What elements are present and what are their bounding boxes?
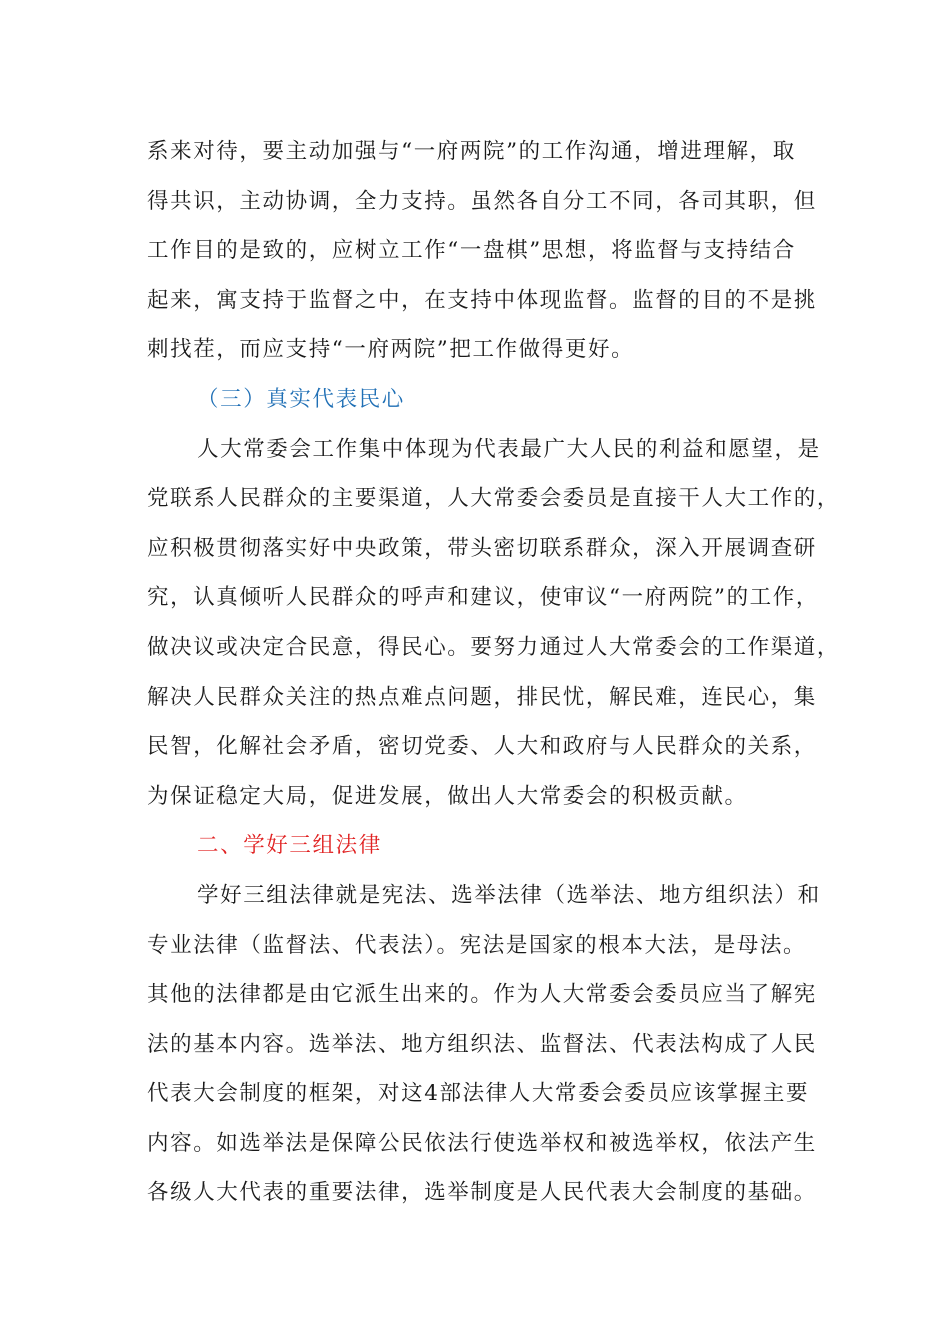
paragraph-line: 为保证稳定大局，促进发展，做出人大常委会的积极贡献。	[147, 783, 748, 809]
document-body	[147, 127, 841, 1218]
paragraph-line: 内容。如选举法是保障公民依法行使选举权和被选举权，依法产生	[147, 1130, 817, 1156]
paragraph-line: 民智，化解社会矛盾，密切党委、人大和政府与人民群众的关系，	[147, 734, 817, 760]
paragraph-line: 究，认真倾听人民群众的呼声和建议，使审议“一府两院”的工作，	[147, 585, 819, 611]
paragraph-line: 得共识，主动协调，全力支持。虽然各自分工不同，各司其职，但	[147, 188, 817, 214]
paragraph-three-laws	[147, 871, 821, 1218]
paragraph-line: 人大常委会工作集中体现为代表最广大人民的利益和愿望，是	[197, 436, 821, 462]
paragraph-line: 代表大会制度的框架，对这4部法律人大常委会委员应该掌握主要	[147, 1081, 810, 1107]
paragraph-line: 党联系人民群众的主要渠道，人大常委会委员是直接干人大工作的，	[147, 486, 841, 512]
paragraph-line: 系来对待，要主动加强与“一府两院”的工作沟通，增进理解，取	[147, 139, 796, 164]
section-heading-2: 二、学好三组法律	[197, 833, 382, 859]
paragraph-line: 解决人民群众关注的热点难点问题，排民忧，解民难，连民心，集	[147, 684, 817, 710]
section-heading-3: （三）真实代表民心	[197, 386, 405, 412]
paragraph-line: 专业法律（监督法、代表法）。宪法是国家的根本大法，是母法。	[147, 932, 807, 958]
paragraph-line: 起来，寓支持于监督之中，在支持中体现监督。监督的目的不是挑	[147, 287, 817, 313]
paragraph-line: 工作目的是致的，应树立工作“一盘棋”思想，将监督与支持结合	[147, 238, 796, 264]
paragraph-line: 法的基本内容。选举法、地方组织法、监督法、代表法构成了人民	[147, 1031, 817, 1057]
paragraph-line: 做决议或决定合民意，得民心。要努力通过人大常委会的工作渠道，	[147, 634, 841, 660]
paragraph-line: 各级人大代表的重要法律，选举制度是人民代表大会制度的基础。	[147, 1180, 817, 1206]
paragraph-continuation	[147, 127, 817, 375]
paragraph-line: 刺找茬，而应支持“一府两院”把工作做得更好。	[147, 337, 635, 363]
paragraph-line: 应积极贯彻落实好中央政策，带头密切联系群众，深入开展调查研	[147, 535, 817, 561]
paragraph-line: 其他的法律都是由它派生出来的。作为人大常委会委员应当了解宪	[147, 982, 817, 1008]
paragraph-represent-people	[147, 425, 841, 822]
paragraph-line: 学好三组法律就是宪法、选举法律（选举法、地方组织法）和	[197, 882, 821, 908]
